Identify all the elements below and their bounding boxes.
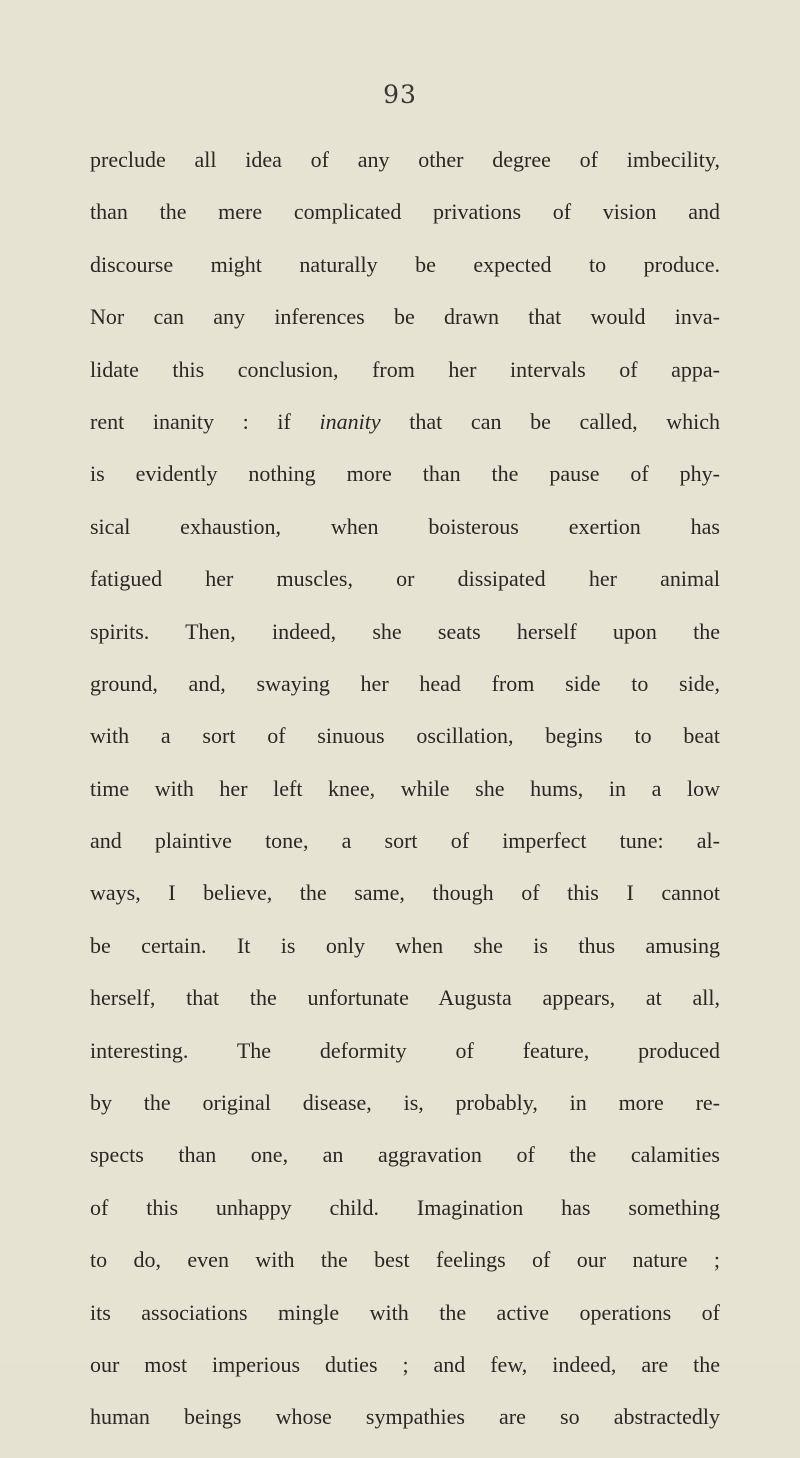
text-line: than the mere complicated privations of vision and [90,199,720,225]
text-line: of this unhappy child. Imagination has something [90,1194,720,1220]
text-line: fatigued her muscles, or dissipated her animal [90,566,720,592]
text-line: Nor can any inferences be drawn that would inva- [90,304,720,330]
text-line: interesting. The deformity of feature, produced [90,1037,720,1063]
text-line: ground, and, swaying her head from side to side, [90,670,720,696]
text-line: human beings whose sympathies are so abstractedly [90,1404,720,1430]
text-line: lidate this conclusion, from her intervals of appa- [90,356,720,382]
text-line: by the original disease, is, probably, in more re- [90,1090,720,1116]
text-line: its associations mingle with the active operations of [90,1299,720,1325]
text-line [90,410,720,462]
page-number: 93 [383,80,417,109]
italic-word: inanity [319,408,381,434]
text-line: our most imperious duties ; and few, indeed, are the [90,1351,720,1377]
text-line: sical exhaustion, when boisterous exertion has [90,513,720,539]
text-line: is evidently nothing more than the pause of phy- [90,461,720,487]
text-line: be certain. It is only when she is thus amusing [90,932,720,958]
text-line: to do, even with the best feelings of our nature ; [90,1247,720,1273]
text-line: spects than one, an aggravation of the calamities [90,1142,720,1168]
text-line: discourse might naturally be expected to produce. [90,251,720,277]
body-text [90,148,720,1458]
text-line: and plaintive tone, a sort of imperfect tune: al- [90,828,720,854]
text-segment: rent inanity : if [90,408,320,434]
text-segment: that can be called, which [380,408,720,434]
text-line: preclude all idea of any other degree of imbecility, [90,147,720,172]
text-line: spirits. Then, indeed, she seats herself upon the [90,618,720,644]
text-line: with a sort of sinuous oscillation, begins to beat [90,723,720,749]
text-line: time with her left knee, while she hums, in a low [90,775,720,801]
text-line: ways, I believe, the same, though of this I cannot [90,880,720,906]
text-line: herself, that the unfortunate Augusta appears, at all, [90,985,720,1011]
